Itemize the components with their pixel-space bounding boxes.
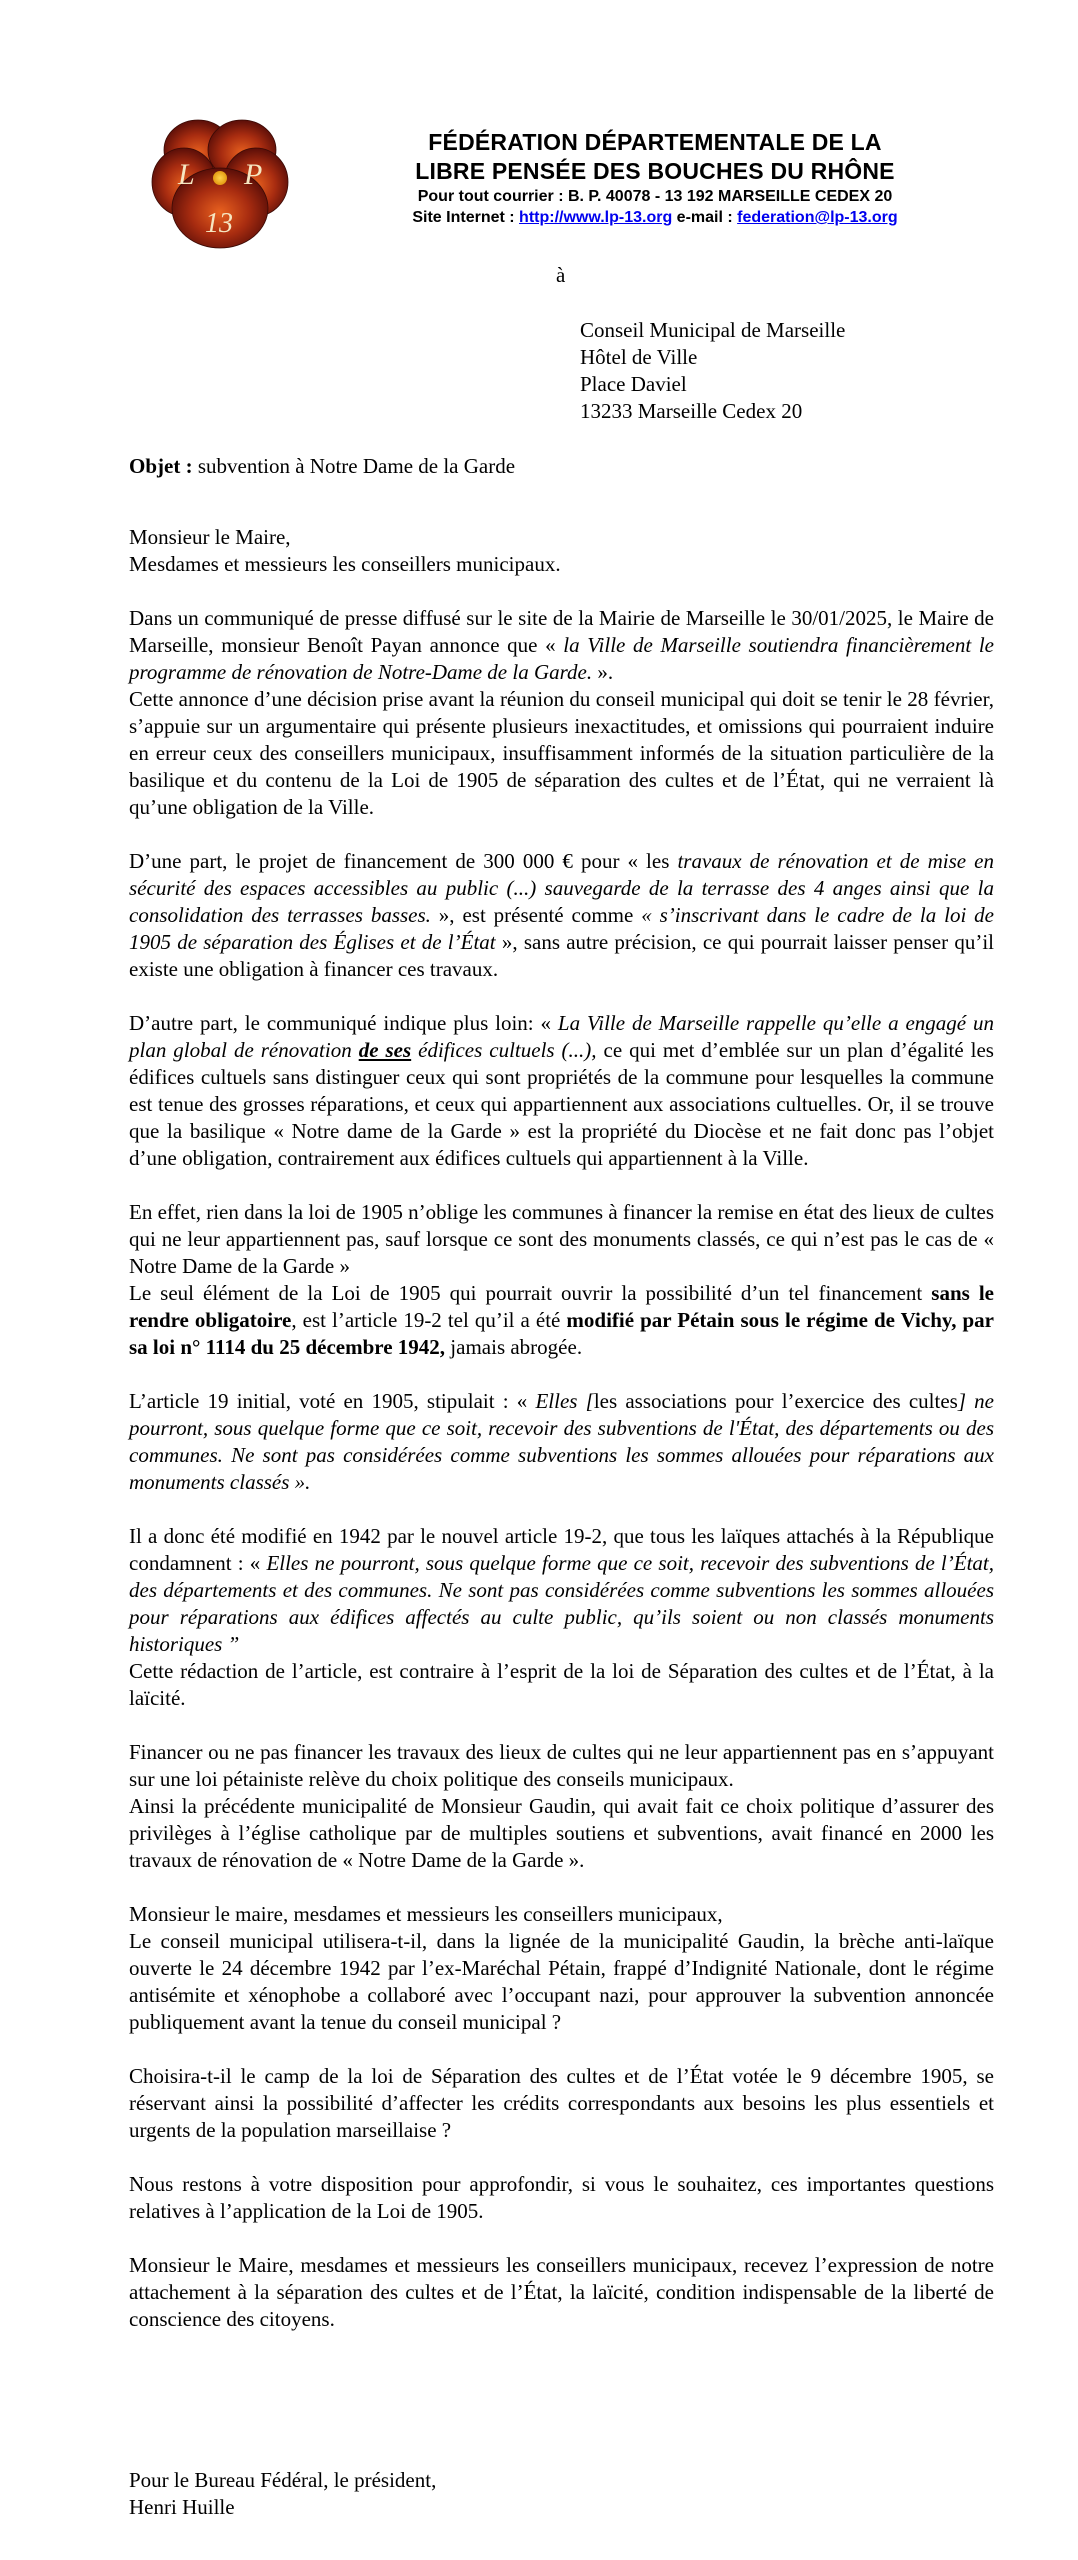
paragraph-8a: Monsieur le maire, mesdames et messieurs les conseillers municipaux, [129,1902,723,1926]
text: Il a donc été modifié en 1942 par le nouvel article 19-2, que tous les laïques attachés à la République condamnent : « [129,1524,994,1575]
paragraph-7a: Financer ou ne pas financer les travaux des lieux de cultes qui ne leur appartiennent pas en s’appuyant sur une loi pétainiste relève du choix politique des conseils municipaux. [129,1740,994,1791]
salutation-line: Monsieur le Maire, [129,525,291,549]
paragraph-4a: En effet, rien dans la loi de 1905 n’oblige les communes à financer la remise en état des lieux de cultes qui ne leur appartiennent pas, sauf lorsque ce sont des monuments classés, ce qui n’est pas le cas de « Notre Dame de la Garde » [129,1200,994,1278]
org-title-line1: FÉDÉRATION DÉPARTEMENTALE DE LA [428,129,882,155]
site-label: Site Internet : [412,209,520,226]
text: D’autre part, le communiqué indique plus loin: « [129,1011,558,1035]
paragraph-11: Monsieur le Maire, mesdames et messieurs les conseillers municipaux, recevez l’expression de notre attachement à la séparation des cultes et de l’État, la laïcité, condition indispensable de la liberté de conscience des citoyens. [129,2253,994,2331]
salutation-line: Mesdames et messieurs les conseillers municipaux. [129,552,561,576]
quote: Elles [ [535,1389,594,1413]
text: », sans autre précision, ce qui pourrait laisser penser qu’il existe une obligation à financer ces travaux. [129,930,994,981]
text: », est présenté comme [430,903,642,927]
recipient-prefix: à [556,263,566,287]
pansy-flower-logo-icon [150,112,290,252]
paragraph-6a [129,1523,994,1658]
text: Le seul élément de la Loi de 1905 qui pourrait ouvrir la possibilité d’un tel financement [129,1281,932,1305]
signature-block [129,2467,436,2521]
address-line: Conseil Municipal de Marseille [580,318,846,342]
contact-line [340,207,970,228]
paragraph-9: Choisira-t-il le camp de la loi de Séparation des cultes et de l’État votée le 9 décembre 1905, se réservant ainsi la possibilité d’affecter les crédits correspondants aux besoins les plus essentiels et urgents de la population marseillaise ? [129,2064,994,2142]
paragraph-8b: Le conseil municipal utilisera-t-il, dans la lignée de la municipalité Gaudin, la brèche anti-laïque ouverte le 24 décembre 1942 par l’ex-Maréchal Pétain, frappé d’Indignité Nationale, dont le régime antisémite et xénophobe a collaboré avec l’occupant nazi, pour approuver la subvention annoncée publiquement avant la tenue du conseil municipal ? [129,1929,994,2034]
emphasis: de ses [358,1038,412,1062]
text: Dans un communiqué de presse diffusé sur le site de la Mairie de Marseille le 30/01/2025, le Maire de Marseille, monsieur Benoît Payan annonce que « [129,606,994,657]
address-line: Place Daviel [580,372,687,396]
text: jamais abrogée. [445,1335,583,1359]
signature-title: Pour le Bureau Fédéral, le président, [129,2468,437,2492]
quote: « s’inscrivant dans le cadre de la loi de 1905 de séparation des Églises et de l’État [129,903,994,954]
text: , est l’article 19-2 tel qu’il a été [291,1308,567,1332]
text: les associations pour l’exercice des cultes [593,1389,958,1413]
emphasis: sans le rendre obligatoire [129,1281,994,1332]
text: D’une part, le projet de financement de 300 000 € pour « les [129,849,678,873]
quote: travaux de rénovation et de mise en sécurité des espaces accessibles au public (...) sauvegarde de la terrasse des 4 anges ainsi que la consolidation des terrasses basses. [129,849,994,927]
logo-letter-p: P [244,158,263,191]
quote: La Ville de Marseille rappelle qu’elle a engagé un plan global de rénovation [129,1011,994,1062]
paragraph-1a [129,605,994,686]
address-line: Hôtel de Ville [580,345,698,369]
paragraph-1b: Cette annonce d’une décision prise avant la réunion du conseil municipal qui doit se tenir le 28 février, s’appuie sur un argumentaire qui présente plusieurs inexactitudes, et omissions qui pourraient induire en erreur ceux des conseillers municipaux, insuffisamment informés de la situation particulière de la basilique et du contenu de la Loi de 1905 de séparation des cultes et de l’État, qui ne verraient là qu’une obligation de la Ville. [129,687,994,819]
logo-letter-l: L [178,158,195,191]
quote: Elles ne pourront, sous quelque forme que ce soit, recevoir des subventions de l’État, des départements et des communes. Ne sont pas considérées comme subventions les sommes allouées pour réparations aux édifices affectés au culte public, qu’ils soient ou non classés monuments historiques ” [129,1551,994,1656]
mail-address: Pour tout courrier : B. P. 40078 - 13 192 MARSEILLE CEDEX 20 [417,188,893,205]
paragraph-2 [129,848,994,983]
emphasis: modifié par Pétain sous le régime de Vichy, par sa loi n° 1114 du 25 décembre 1942, [129,1308,994,1359]
email-label: e-mail : [672,209,738,226]
text: ce qui met d’emblée sur un plan d’égalité les édifices cultuels sans distinguer ceux qui sont propriétés de la commune pour lesquelles la commune est tenue des grosses réparations, et ceux qui appartiennent aux associations cultuelles. Or, il se trouve que la basilique « Notre dame de la Garde » est la propriété du Diocèse et ne fait donc pas l’objet d’une obligation, contrairement aux édifices cultuels qui appartiennent à la Ville. [129,1038,994,1170]
email-link[interactable]: federation@lp-13.org [737,209,898,226]
letterhead [340,128,970,228]
signature-name: Henri Huille [129,2495,235,2519]
paragraph-6b: Cette rédaction de l’article, est contraire à l’esprit de la loi de Séparation des cultes et de l’État, à la laïcité. [129,1659,994,1710]
text: L’article 19 initial, voté en 1905, stipulait : « [129,1389,536,1413]
text: ». [592,660,614,684]
recipient-address [580,317,845,425]
website-link[interactable]: http://www.lp-13.org [519,209,673,226]
paragraph-3 [129,1010,994,1172]
subject-label: Objet : [129,454,193,478]
paragraph-5 [129,1388,994,1496]
subject-text: subvention à Notre Dame de la Garde [192,454,516,478]
address-line: 13233 Marseille Cedex 20 [580,399,803,423]
paragraph-7b: Ainsi la précédente municipalité de Monsieur Gaudin, qui avait fait ce choix politique d’assurer des privilèges à l’église catholique par de multiples soutiens et subventions, avait financé en 2000 les travaux de rénovation de « Notre Dame de la Garde ». [129,1794,994,1872]
salutation [129,524,994,578]
subject-line [129,453,515,480]
org-title-line2: LIBRE PENSÉE DES BOUCHES DU RHÔNE [415,158,895,184]
logo-number-13: 13 [205,208,233,239]
quote: la Ville de Marseille soutiendra financièrement le programme de rénovation de Notre-Dame de la Garde. [129,633,995,684]
quote: ] ne pourront, sous quelque forme que ce soit, recevoir des subventions de l'État, des départements ou des communes. Ne sont pas considérées comme subventions les sommes allouées pour réparations aux monuments classés ». [129,1389,994,1494]
quote: édifices cultuels (...), [411,1038,597,1062]
paragraph-10: Nous restons à votre disposition pour approfondir, si vous le souhaitez, ces importantes questions relatives à l’application de la Loi de 1905. [129,2172,994,2223]
letter-body [129,524,994,2360]
paragraph-4b [129,1280,994,1361]
